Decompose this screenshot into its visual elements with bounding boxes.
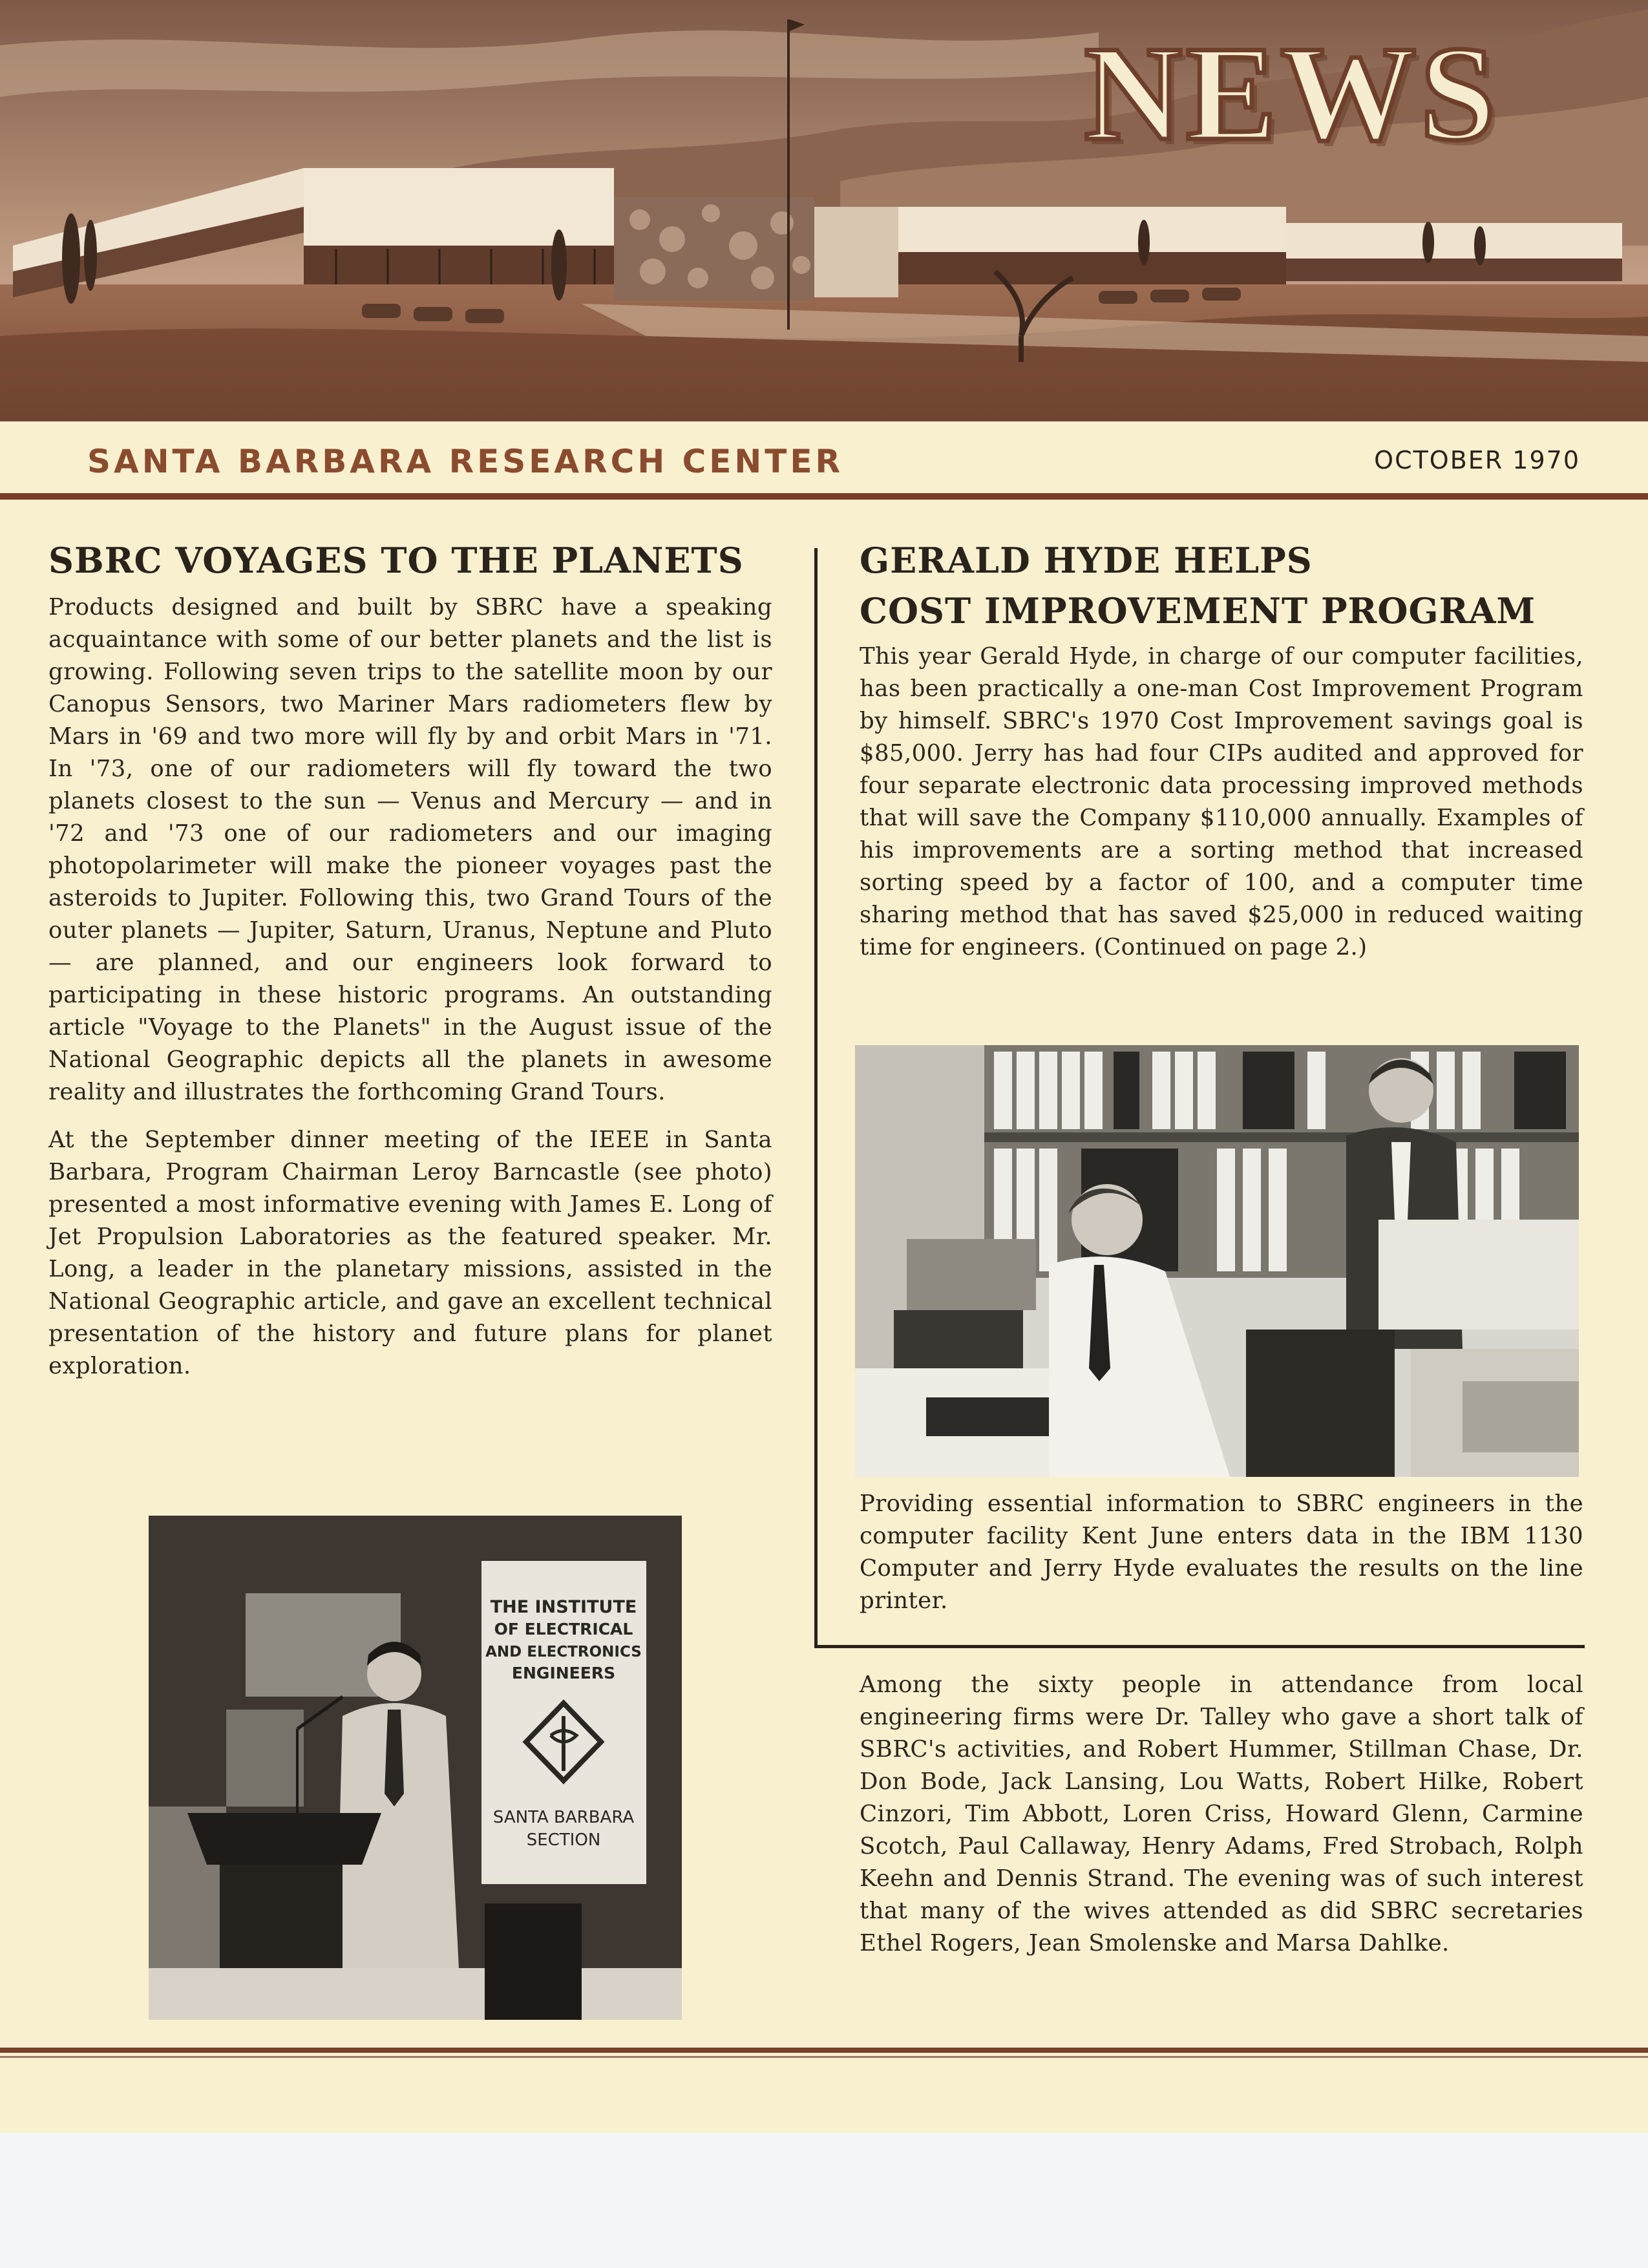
ieee-banner-line-4: ENGINEERS [511,1664,616,1682]
right-article [860,540,1583,979]
column-divider-vertical [814,548,818,1647]
ieee-banner-line-3: AND ELECTRONICS [485,1644,642,1660]
computer-photo-caption-box [860,1488,1583,1617]
right-article-headline-line-2: COST IMPROVEMENT PROGRAM [860,590,1536,631]
right-article-paragraph: This year Gerald Hyde, in charge of our computer facilities, has been practically a one-man Cost Improvement Program by himself. SBRC's 1970 Cost Improvement savings goal is $85,000. Jerry has had four CIPs audited and approved for four separate electronic data processing improved methods that will save the Company $110,000 annually. Examples of his improvements are a sorting method that increased sorting speed by a factor of 100, and a computer time sharing method that has saved $25,000 in reduced waiting time for engineers. (Continued on page 2.) [860,643,1583,960]
left-article [48,540,772,1398]
footer-rule-bottom [0,2056,1648,2058]
column-divider-horizontal [814,1645,1585,1648]
computer-photo-caption: Providing essential information to SBRC engineers in the computer facility Kent June enters data in the IBM 1130 Computer and Jerry Hyde evaluates the results on the line printer. [860,1490,1583,1614]
ieee-banner-line-2: OF ELECTRICAL [494,1620,633,1638]
left-article-paragraph-2: At the September dinner meeting of the IEEE in Santa Barbara, Program Chairman Leroy Barncastle (see photo) presented a most informative evening with James E. Long of Jet Propulsion Laboratories as the featured speaker. Mr. Long, a leader in the planetary missions, assisted in the National Geographic article, and gave an excellent technical presentation of the history and future plans for planet exploration. [48,1127,772,1379]
ieee-banner-section-line-2: SECTION [526,1830,601,1850]
left-article-headline: SBRC VOYAGES TO THE PLANETS [48,540,744,581]
ieee-banner-line-1: THE INSTITUTE [490,1597,637,1617]
ieee-speaker-photo [149,1516,682,2020]
scanner-background [0,2133,1648,2268]
masthead-rule [0,493,1648,500]
issue-date: OCTOBER 1970 [1374,446,1580,474]
organization-name: SANTA BARBARA RESEARCH CENTER [87,443,844,480]
ieee-banner-section-line-1: SANTA BARBARA [492,1808,635,1827]
newsletter-title: NEWS [1084,19,1499,169]
footer-rule-top [0,2048,1648,2053]
computer-facility-photo [855,1045,1579,1477]
left-article-paragraph-1: Products designed and built by SBRC have a speaking acquaintance with some of our better planets and the list is growing. Following seven trips to the satellite moon by our Canopus Sensors, two Mariner Mars radiometers flew by Mars in '69 and two more will fly by and orbit Mars in '71. In '73, one of our radiometers will fly toward the two planets closest to the sun — Venus and Mercury — and in '72 and '73 one of our radiometers and our imaging photopolarimeter will make the pioneer voyages past the asteroids to Jupiter. Following this, two Grand Tours of the outer planets — Jupiter, Saturn, Uranus, Neptune and Pluto — are planned, and our engineers look forward to participating in these historic programs. An outstanding article "Voyage to the Planets" in the August issue of the National Geographic depicts all the planets in awesome reality and illustrates the forthcoming Grand Tours. [48,594,772,1105]
attendance-paragraph: Among the sixty people in attendance from local engineering firms were Dr. Talley who gave a short talk of SBRC's activities, and Robert Hummer, Stillman Chase, Dr. Don Bode, Jack Lansing, Lou Watts, Robert Hilke, Robert Cinzori, Tim Abbott, Loren Criss, Howard Glenn, Carmine Scotch, Paul Callaway, Henry Adams, Fred Strobach, Rolph Keehn and Dennis Strand. The evening was of such interest that many of the wives attended as did SBRC secretaries Ethel Rogers, Jean Smolenske and Marsa Dahlke. [860,1671,1583,1956]
right-article-headline-line-1: GERALD HYDE HELPS [860,540,1313,581]
attendance-continued-box [860,1669,1583,1975]
